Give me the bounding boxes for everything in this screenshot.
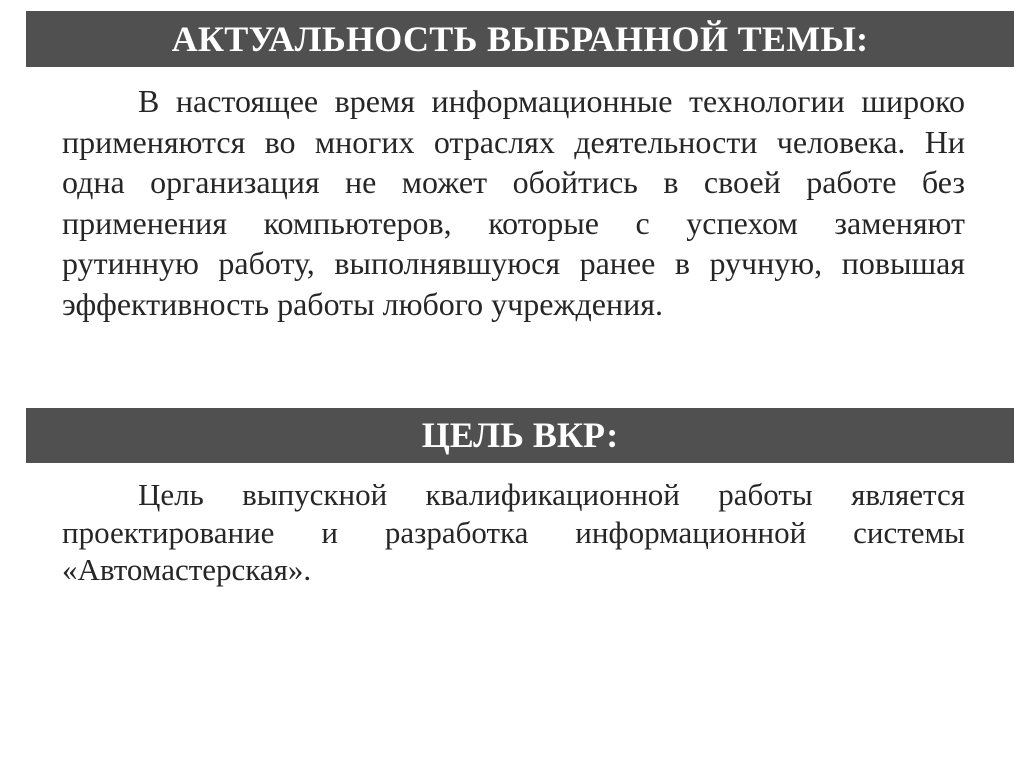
relevance-heading-banner: [26, 11, 1014, 67]
relevance-heading: АКТУАЛЬНОСТЬ ВЫБРАННОЙ ТЕМЫ:: [171, 19, 869, 59]
goal-paragraph: Цель выпускной квалификационной работы является проектирование и разработка информационной системы «Автомастерская».: [62, 477, 965, 587]
goal-heading: ЦЕЛЬ ВКР:: [421, 415, 619, 455]
goal-heading-banner: [26, 408, 1014, 463]
relevance-paragraph: В настоящее время информационные технологии широко применяются во многих отраслях деятельности человека. Ни одна организация не может обойтись в своей работе без применения компьютеров, которые с успехом заменяют рутинную работу, выполнявшуюся ранее в ручную, повышая эффективность работы любого учреждения.: [62, 83, 965, 322]
